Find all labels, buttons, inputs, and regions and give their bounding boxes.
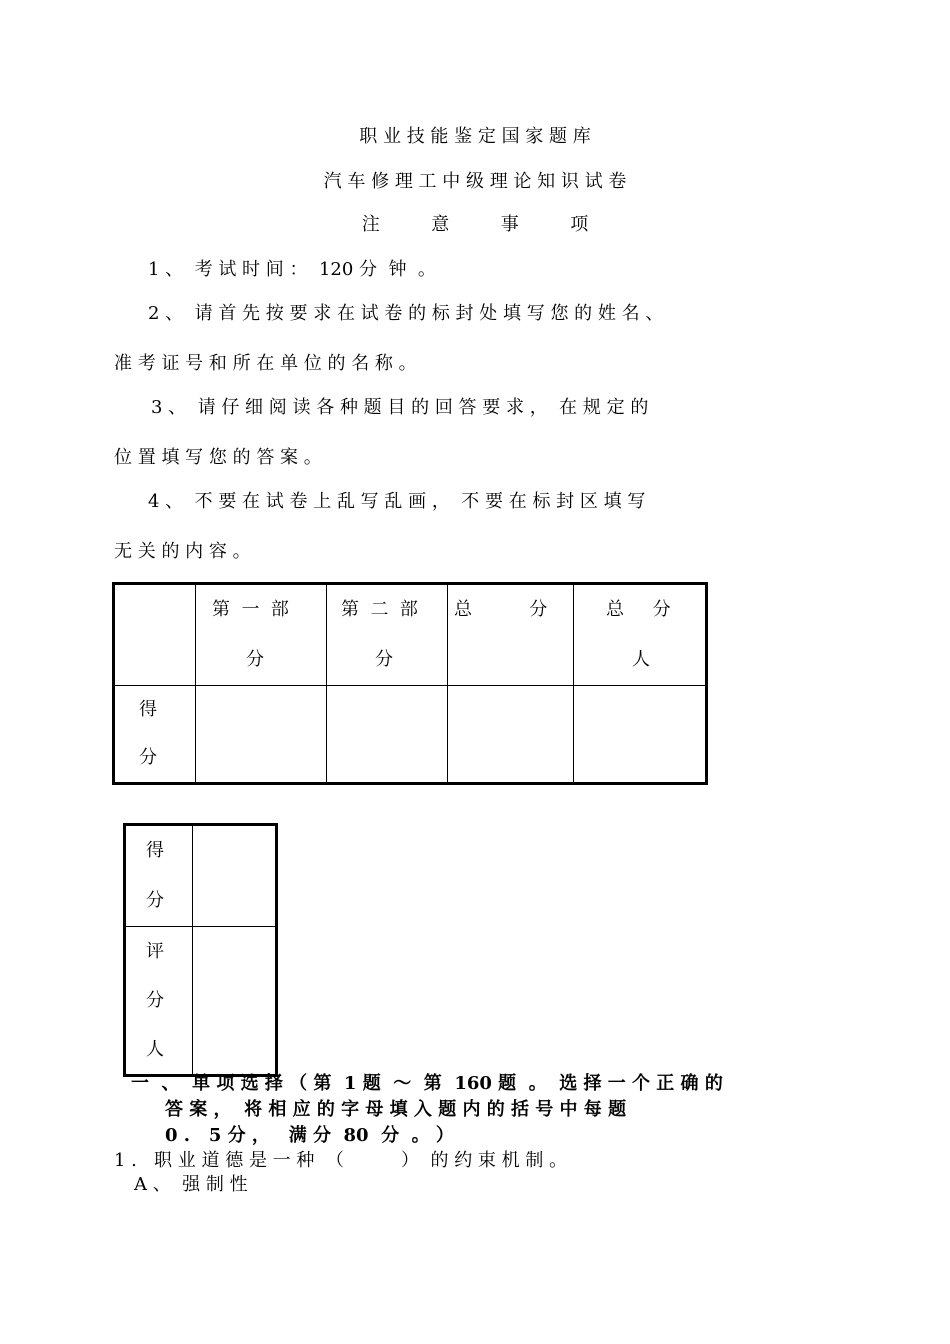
note-3-line1: 3 、 请 仔 细 阅 读 各 种 题 目 的 回 答 要 求 ， 在 规 定 的 xyxy=(151,397,649,418)
part-one-score-cell[interactable] xyxy=(196,686,327,784)
section-score-cell[interactable] xyxy=(193,825,277,927)
total-grader-header: 总 分 人 xyxy=(574,584,707,686)
total-score-header: 总 分 xyxy=(448,584,574,686)
score-row xyxy=(114,686,707,784)
blank-corner-cell xyxy=(114,584,196,686)
note-3-line2: 位 置 填 写 您 的 答 案 。 xyxy=(114,447,322,468)
part-two-header: 第 二 部 分 xyxy=(327,584,448,686)
note-1: 1 、 考 试 时 间 ： 120 分 钟 。 xyxy=(148,259,436,280)
part-two-score-cell[interactable] xyxy=(327,686,448,784)
note-2-line2: 准 考 证 号 和 所 在 单 位 的 名 称 。 xyxy=(114,353,417,374)
part-one-header: 第 一 部 分 xyxy=(196,584,327,686)
section-1-heading-line3: 0 . 5 分 ， 满 分 80 分 。 ） xyxy=(165,1125,454,1146)
exam-paper-title: 汽 车 修 理 工 中 级 理 论 知 识 试 卷 xyxy=(323,171,627,192)
score-row-label: 得 分 xyxy=(114,686,196,784)
section-score-label: 得 分 xyxy=(125,825,193,927)
note-4-line1: 4 、 不 要 在 试 卷 上 乱 写 乱 画 ， 不 要 在 标 封 区 填 写 xyxy=(148,491,646,512)
total-score-cell[interactable] xyxy=(448,686,574,784)
notice-heading: 注 意 事 项 xyxy=(361,214,589,235)
question-1-option-a: A 、 强 制 性 xyxy=(134,1174,248,1195)
section-1-heading-line1: 一 、 单 项 选 择 （ 第 1 题 ～ 第 160 题 。 选 择 一 个 正 确 的 xyxy=(131,1073,723,1094)
section-score-row xyxy=(125,825,277,927)
section-grader-cell[interactable] xyxy=(193,927,277,1076)
question-1-stem: 1 . 职 业 道 德 是 一 种 （ ） 的 约 束 机 制 。 xyxy=(114,1150,568,1171)
section-grader-label: 评 分 人 xyxy=(125,927,193,1076)
exam-bank-title: 职 业 技 能 鉴 定 国 家 题 库 xyxy=(359,126,591,147)
table-header-row xyxy=(114,584,707,686)
section-grader-row xyxy=(125,927,277,1076)
note-4-line2: 无 关 的 内 容 。 xyxy=(114,541,251,562)
note-2-line1: 2 、 请 首 先 按 要 求 在 试 卷 的 标 封 处 填 写 您 的 姓 名 、 xyxy=(148,303,664,324)
section-grader-table xyxy=(123,823,278,1077)
score-summary-table xyxy=(112,582,708,785)
section-1-heading-line2: 答 案 ， 将 相 应 的 字 母 填 入 题 内 的 括 号 中 每 题 xyxy=(165,1099,627,1120)
total-grader-cell[interactable] xyxy=(574,686,707,784)
